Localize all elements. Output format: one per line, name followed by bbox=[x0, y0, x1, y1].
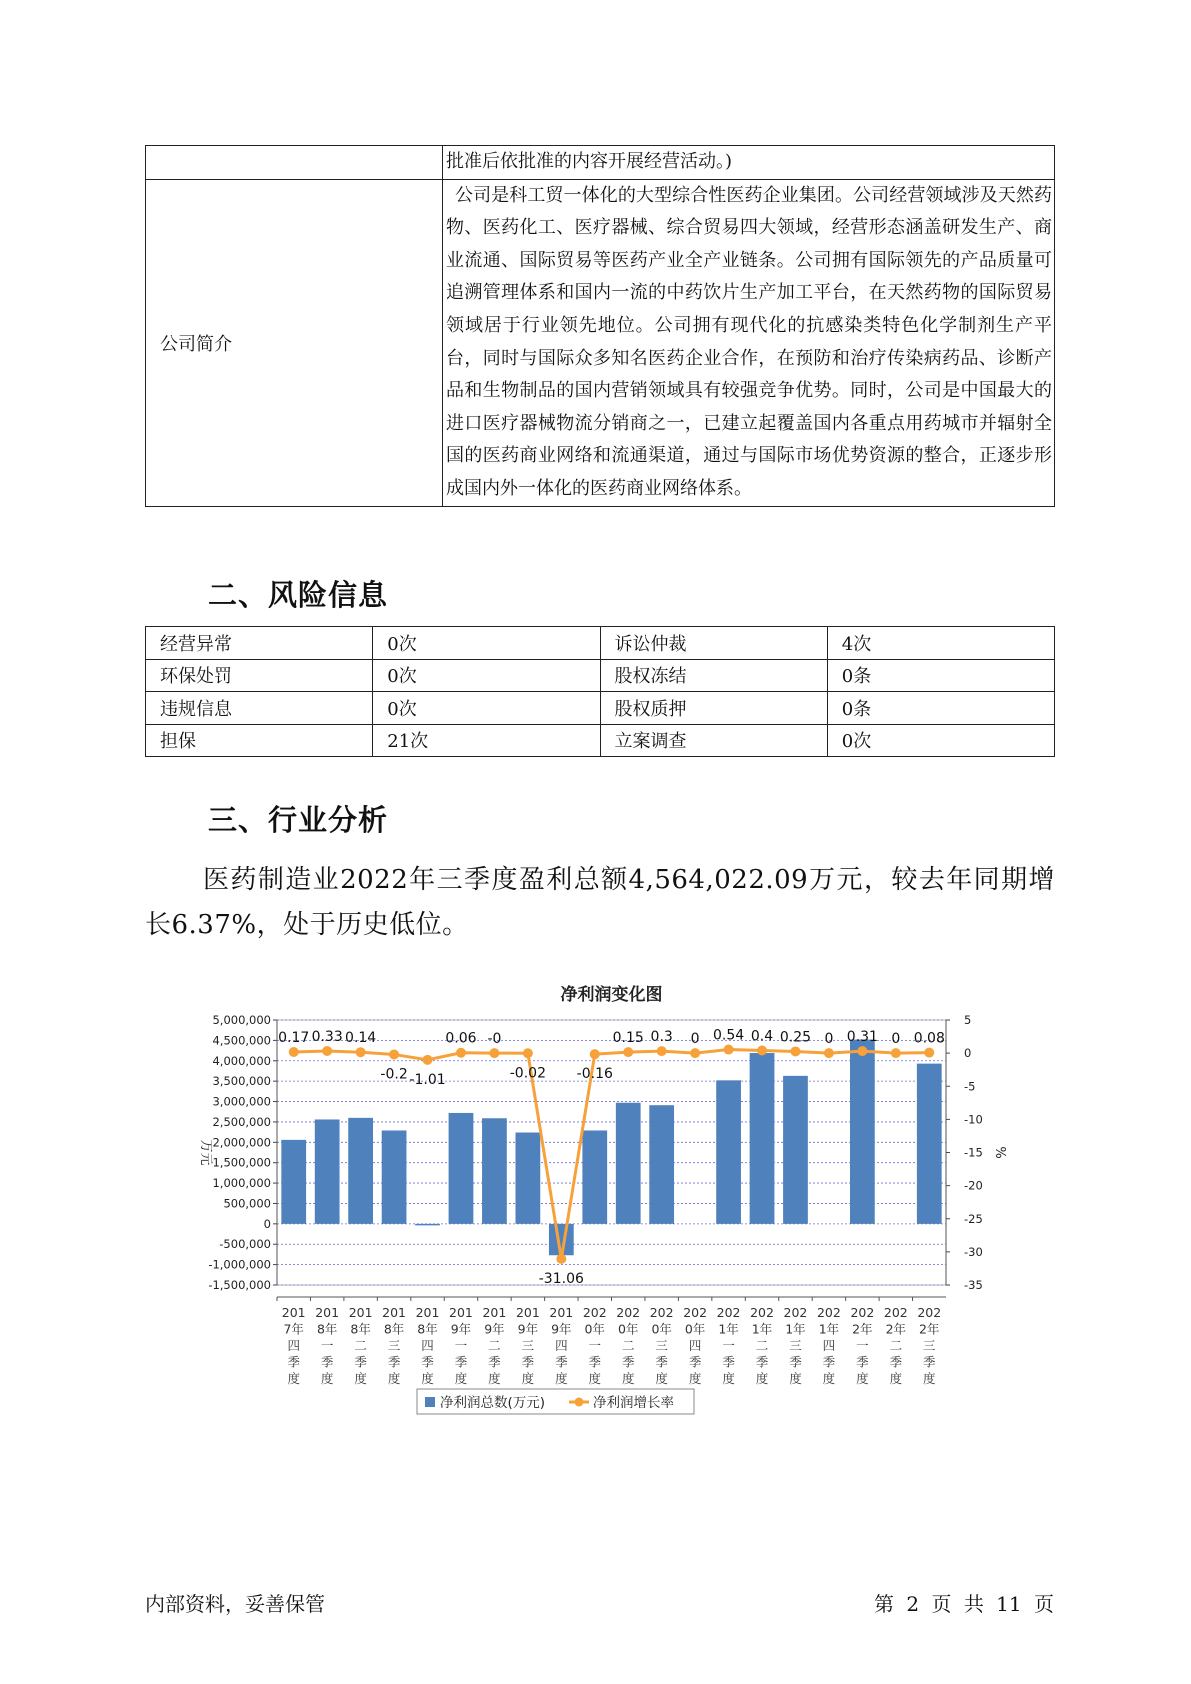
data-label: 0 bbox=[891, 1031, 901, 1048]
risk-value: 0次 bbox=[373, 659, 600, 692]
bar bbox=[348, 1118, 373, 1224]
x-tick-label: 三 bbox=[923, 1338, 936, 1353]
data-label: 0.25 bbox=[779, 1029, 812, 1046]
x-tick-label: 季 bbox=[923, 1354, 936, 1370]
risk-label: 股权质押 bbox=[600, 692, 827, 725]
data-label: 0.08 bbox=[913, 1030, 945, 1047]
bar bbox=[716, 1080, 741, 1224]
x-tick-label: 二 bbox=[621, 1338, 635, 1353]
x-tick-label: 202 bbox=[816, 1305, 841, 1320]
risk-value: 0条 bbox=[827, 659, 1054, 692]
x-tick-label: 季 bbox=[621, 1354, 635, 1370]
growth-point bbox=[489, 1048, 499, 1058]
x-tick-label: 季 bbox=[789, 1354, 802, 1370]
growth-point bbox=[891, 1048, 901, 1058]
x-tick-label: 0年 bbox=[684, 1321, 706, 1337]
x-tick-label: 201 bbox=[549, 1305, 574, 1320]
x-tick-label: 度 bbox=[856, 1371, 869, 1386]
growth-point bbox=[790, 1046, 800, 1056]
empty-label-cell bbox=[146, 146, 443, 180]
bar bbox=[917, 1064, 942, 1224]
x-tick-label: 三 bbox=[387, 1338, 401, 1353]
x-tick-label: 度 bbox=[421, 1371, 434, 1386]
x-tick-label: 202 bbox=[917, 1305, 942, 1320]
x-tick-label: 四 bbox=[421, 1338, 434, 1353]
y-tick-label: 2,500,000 bbox=[212, 1114, 271, 1129]
risk-label: 环保处罚 bbox=[146, 659, 373, 692]
x-tick-label: 季 bbox=[555, 1354, 568, 1370]
x-tick-label: 四 bbox=[822, 1338, 836, 1353]
x-tick-label: 一 bbox=[856, 1338, 869, 1353]
bar bbox=[850, 1040, 875, 1224]
x-tick-label: 季 bbox=[889, 1354, 903, 1370]
growth-point bbox=[724, 1045, 734, 1055]
x-tick-label: 2年 bbox=[885, 1321, 907, 1337]
net-profit-chart bbox=[190, 972, 1025, 1432]
bar bbox=[281, 1140, 306, 1224]
x-tick-label: 8年 bbox=[350, 1321, 371, 1337]
data-label: 0.54 bbox=[712, 1027, 745, 1044]
x-tick-label: 202 bbox=[883, 1305, 908, 1320]
industry-paragraph: 医药制造业2022年三季度盈利总额4,564,022.09万元，较去年同期增长6.37%，处于历史低位。 bbox=[145, 865, 1055, 940]
x-tick-label: 201 bbox=[348, 1305, 373, 1320]
x-tick-label: 0年 bbox=[584, 1321, 606, 1337]
data-label: 0.31 bbox=[846, 1029, 878, 1046]
data-label: 0.33 bbox=[311, 1028, 343, 1045]
growth-point bbox=[356, 1047, 366, 1057]
x-tick-label: 度 bbox=[454, 1371, 468, 1386]
bar bbox=[482, 1118, 507, 1224]
data-label: 0 bbox=[824, 1031, 834, 1048]
y-tick-label: 4,000,000 bbox=[212, 1053, 271, 1068]
data-label: -31.06 bbox=[538, 1270, 584, 1287]
chart-svg bbox=[190, 972, 1025, 1432]
table-row bbox=[146, 179, 1055, 506]
y-tick-label: 2,000,000 bbox=[212, 1135, 271, 1150]
x-tick-label: 三 bbox=[655, 1338, 668, 1353]
table-row bbox=[146, 692, 1055, 725]
x-tick-label: 度 bbox=[822, 1371, 836, 1386]
x-tick-label: 季 bbox=[454, 1354, 468, 1370]
business-scope-continuation: 批准后依批准的内容开展经营活动。) bbox=[443, 146, 1055, 180]
data-label: 0 bbox=[690, 1031, 700, 1048]
growth-point bbox=[423, 1055, 433, 1065]
y2-tick-label: -35 bbox=[964, 1278, 983, 1292]
plot-area bbox=[277, 1020, 946, 1285]
data-label: 0.14 bbox=[345, 1030, 377, 1047]
x-tick-label: 202 bbox=[750, 1305, 774, 1320]
x-tick-label: 9年 bbox=[517, 1321, 539, 1337]
x-tick-label: 9年 bbox=[450, 1321, 472, 1337]
growth-point bbox=[389, 1049, 399, 1059]
risk-value: 21次 bbox=[373, 724, 600, 757]
bar bbox=[649, 1105, 674, 1224]
x-tick-label: 季 bbox=[856, 1354, 869, 1370]
data-label: -0.2 bbox=[380, 1066, 408, 1083]
x-tick-label: 2年 bbox=[852, 1321, 873, 1337]
x-tick-label: 1年 bbox=[718, 1321, 739, 1337]
x-tick-label: 度 bbox=[655, 1371, 668, 1386]
company-info-table bbox=[145, 145, 1055, 507]
growth-point bbox=[523, 1048, 533, 1058]
x-tick-label: 度 bbox=[320, 1371, 334, 1386]
y-tick-label: -1,000,000 bbox=[208, 1257, 271, 1272]
x-tick-label: 度 bbox=[555, 1371, 568, 1386]
x-tick-label: 一 bbox=[588, 1338, 602, 1353]
y-tick-label: 3,000,000 bbox=[212, 1094, 271, 1109]
risk-value: 0次 bbox=[373, 627, 600, 660]
y-tick-label: 1,000,000 bbox=[212, 1176, 271, 1191]
x-tick-label: 7年 bbox=[283, 1321, 304, 1337]
x-tick-label: 度 bbox=[354, 1371, 367, 1386]
x-tick-label: 度 bbox=[387, 1371, 401, 1386]
x-tick-label: 三 bbox=[789, 1338, 802, 1353]
x-tick-label: 季 bbox=[287, 1354, 300, 1370]
table-row bbox=[146, 724, 1055, 757]
legend-bar-label: 净利润总数(万元) bbox=[440, 1395, 546, 1411]
x-tick-label: 一 bbox=[320, 1338, 334, 1353]
y2-tick-label: -30 bbox=[964, 1244, 983, 1259]
risk-table bbox=[145, 626, 1055, 757]
x-tick-label: 度 bbox=[722, 1371, 735, 1386]
growth-point bbox=[289, 1047, 299, 1057]
y-tick-label: 5,000,000 bbox=[212, 1013, 271, 1027]
risk-value: 0次 bbox=[373, 692, 600, 725]
x-tick-label: 度 bbox=[287, 1371, 300, 1386]
x-tick-label: 二 bbox=[354, 1338, 367, 1353]
data-label: -0.16 bbox=[576, 1066, 613, 1083]
x-tick-label: 季 bbox=[354, 1354, 367, 1370]
growth-point bbox=[657, 1046, 667, 1056]
x-tick-label: 202 bbox=[716, 1305, 741, 1320]
x-tick-label: 201 bbox=[281, 1305, 306, 1320]
footer-confidential: 内部资料，妥善保管 bbox=[145, 1592, 325, 1616]
data-label: 0.06 bbox=[445, 1030, 477, 1047]
bar bbox=[783, 1076, 808, 1224]
y-tick-label: 500,000 bbox=[223, 1196, 271, 1211]
x-tick-label: 一 bbox=[722, 1338, 735, 1353]
bar bbox=[449, 1113, 474, 1224]
growth-point bbox=[556, 1254, 566, 1264]
x-tick-label: 度 bbox=[688, 1371, 702, 1386]
x-tick-label: 202 bbox=[649, 1305, 674, 1320]
x-tick-label: 度 bbox=[889, 1371, 903, 1386]
bar bbox=[582, 1130, 607, 1223]
growth-point bbox=[824, 1048, 834, 1058]
legend-line-marker bbox=[575, 1398, 584, 1407]
chart-title: 净利润变化图 bbox=[560, 985, 663, 1005]
x-tick-label: 201 bbox=[382, 1305, 407, 1320]
risk-label: 经营异常 bbox=[146, 627, 373, 660]
legend-line-label: 净利润增长率 bbox=[593, 1395, 674, 1411]
x-tick-label: 三 bbox=[521, 1338, 535, 1353]
y-tick-label: -1,500,000 bbox=[208, 1278, 271, 1292]
x-tick-label: 季 bbox=[521, 1354, 535, 1370]
x-tick-label: 二 bbox=[488, 1338, 501, 1353]
x-tick-label: 9年 bbox=[551, 1321, 572, 1337]
y2-tick-label: -15 bbox=[964, 1145, 983, 1160]
x-tick-label: 202 bbox=[850, 1305, 875, 1320]
risk-label: 股权冻结 bbox=[600, 659, 827, 692]
x-tick-label: 201 bbox=[482, 1305, 507, 1320]
risk-value: 0条 bbox=[827, 692, 1054, 725]
y-tick-label: 0 bbox=[263, 1216, 271, 1231]
x-tick-label: 202 bbox=[582, 1305, 607, 1320]
y2-axis-label: % bbox=[992, 1146, 1007, 1159]
bar bbox=[382, 1130, 407, 1223]
x-tick-label: 202 bbox=[616, 1305, 641, 1320]
x-tick-label: 8年 bbox=[383, 1321, 405, 1337]
x-tick-label: 8年 bbox=[417, 1321, 438, 1337]
x-tick-label: 季 bbox=[588, 1354, 602, 1370]
y-tick-label: 4,500,000 bbox=[212, 1033, 271, 1048]
x-tick-label: 一 bbox=[454, 1338, 468, 1353]
data-label: 0.3 bbox=[650, 1029, 673, 1046]
x-tick-label: 202 bbox=[783, 1305, 808, 1320]
risk-label: 担保 bbox=[146, 724, 373, 757]
y2-tick-label: 0 bbox=[964, 1046, 972, 1061]
x-tick-label: 1年 bbox=[818, 1321, 840, 1337]
risk-label: 立案调查 bbox=[600, 724, 827, 757]
bar bbox=[616, 1103, 641, 1224]
table-row bbox=[146, 659, 1055, 692]
growth-point bbox=[322, 1046, 332, 1056]
profile-text: 公司是科工贸一体化的大型综合性医药企业集团。公司经营领域涉及天然药物、医药化工、医疗器械、综合贸易四大领域，经营形态涵盖研发生产、商业流通、国际贸易等医药产业全产业链条。公司拥有国际领先的产品质量可追溯管理体系和国内一流的中药饮片生产加工平台，在天然药物的国际贸易领域居于行业领先地位。公司拥有现代化的抗感染类特色化学制剂生产平台，同时与国际众多知名医药企业合作，在预防和治疗传染病药品、诊断产品和生物制品的国内营销领域具有较强竞争优势。同时，公司是中国最大的进口医疗器械物流分销商之一，已建立起覆盖国内各重点用药城市并辐射全国的医药商业网络和流通渠道，通过与国际市场优势资源的整合，正逐步形成国内外一体化的医药商业网络体系。 bbox=[443, 179, 1055, 506]
x-tick-label: 季 bbox=[655, 1354, 668, 1370]
legend-bar-swatch bbox=[425, 1397, 435, 1407]
x-tick-label: 四 bbox=[688, 1338, 702, 1353]
x-tick-label: 二 bbox=[889, 1338, 903, 1353]
y-tick-label: 1,500,000 bbox=[212, 1155, 271, 1170]
x-tick-label: 季 bbox=[722, 1354, 735, 1370]
growth-point bbox=[590, 1049, 600, 1059]
x-tick-label: 季 bbox=[320, 1354, 334, 1370]
x-tick-label: 201 bbox=[315, 1305, 340, 1320]
y2-tick-label: -25 bbox=[964, 1211, 983, 1226]
y2-tick-label: -5 bbox=[964, 1079, 976, 1094]
x-tick-label: 季 bbox=[421, 1354, 434, 1370]
y-tick-label: 3,500,000 bbox=[212, 1074, 271, 1089]
growth-point bbox=[924, 1048, 934, 1058]
growth-point bbox=[623, 1047, 633, 1057]
growth-point bbox=[757, 1045, 767, 1055]
data-label: -0 bbox=[487, 1031, 502, 1048]
bar bbox=[415, 1224, 440, 1226]
x-tick-label: 四 bbox=[555, 1338, 568, 1353]
industry-heading: 三、行业分析 bbox=[208, 803, 389, 837]
data-label: 0.15 bbox=[612, 1030, 644, 1047]
risk-heading: 二、风险信息 bbox=[208, 578, 389, 612]
x-tick-label: 度 bbox=[488, 1371, 501, 1386]
data-label: -0.02 bbox=[509, 1065, 546, 1082]
x-tick-label: 9年 bbox=[484, 1321, 505, 1337]
growth-point bbox=[456, 1048, 466, 1058]
y2-tick-label: -20 bbox=[964, 1178, 983, 1193]
x-tick-label: 201 bbox=[515, 1305, 540, 1320]
y2-tick-label: 5 bbox=[964, 1013, 972, 1027]
x-tick-label: 二 bbox=[755, 1338, 769, 1353]
footer-page-number: 第 2 页 共 11 页 bbox=[874, 1592, 1054, 1616]
x-tick-label: 季 bbox=[822, 1354, 836, 1370]
x-tick-label: 度 bbox=[923, 1371, 936, 1386]
growth-point bbox=[690, 1048, 700, 1058]
x-tick-label: 202 bbox=[683, 1305, 708, 1320]
x-tick-label: 季 bbox=[387, 1354, 401, 1370]
x-tick-label: 度 bbox=[588, 1371, 602, 1386]
y-axis-label: 万元 bbox=[198, 1139, 213, 1166]
x-tick-label: 季 bbox=[688, 1354, 702, 1370]
x-tick-label: 季 bbox=[488, 1354, 501, 1370]
data-label: -1.01 bbox=[409, 1071, 446, 1088]
x-tick-label: 度 bbox=[521, 1371, 535, 1386]
table-row bbox=[146, 627, 1055, 660]
bar bbox=[750, 1053, 775, 1224]
x-tick-label: 201 bbox=[449, 1305, 473, 1320]
risk-value: 4次 bbox=[827, 627, 1054, 660]
x-tick-label: 度 bbox=[755, 1371, 769, 1386]
data-label: 0.17 bbox=[278, 1029, 310, 1046]
growth-point bbox=[857, 1046, 867, 1056]
risk-label: 诉讼仲裁 bbox=[600, 627, 827, 660]
x-tick-label: 0年 bbox=[651, 1321, 672, 1337]
bar bbox=[315, 1119, 340, 1223]
x-tick-label: 0年 bbox=[617, 1321, 639, 1337]
y-tick-label: -500,000 bbox=[219, 1237, 271, 1252]
x-tick-label: 度 bbox=[789, 1371, 802, 1386]
bar bbox=[515, 1133, 540, 1224]
x-tick-label: 8年 bbox=[316, 1321, 338, 1337]
x-tick-label: 201 bbox=[415, 1305, 440, 1320]
x-tick-label: 四 bbox=[287, 1338, 300, 1353]
data-label: 0.4 bbox=[750, 1028, 774, 1045]
x-tick-label: 度 bbox=[621, 1371, 635, 1386]
x-tick-label: 2年 bbox=[919, 1321, 940, 1337]
risk-label: 违规信息 bbox=[146, 692, 373, 725]
table-row bbox=[146, 146, 1055, 180]
profile-label: 公司简介 bbox=[146, 179, 443, 506]
risk-value: 0次 bbox=[827, 724, 1054, 757]
x-tick-label: 季 bbox=[755, 1354, 769, 1370]
y2-tick-label: -10 bbox=[964, 1112, 983, 1127]
x-tick-label: 1年 bbox=[785, 1321, 806, 1337]
x-tick-label: 1年 bbox=[751, 1321, 773, 1337]
